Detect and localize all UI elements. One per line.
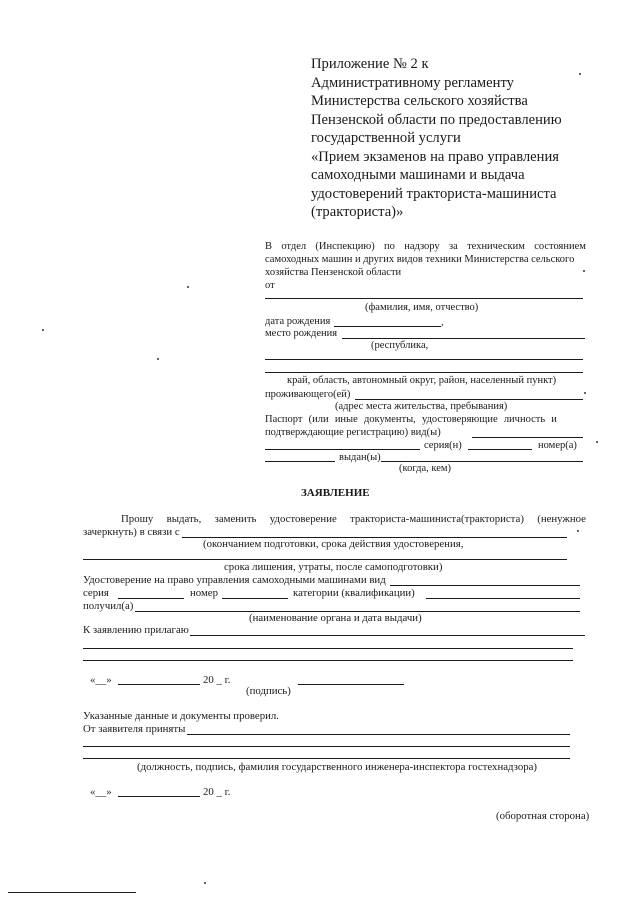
date-month-field[interactable] [118, 684, 200, 685]
header-line-9: (тракториста)» [311, 204, 404, 220]
scan-speck [157, 358, 159, 360]
signature-caption: (подпись) [246, 685, 291, 697]
republic-caption: (республика, [371, 340, 429, 351]
series-label: серия(н) [424, 440, 462, 451]
when-by-whom-caption: (когда, кем) [399, 463, 451, 474]
number-field[interactable] [265, 461, 335, 462]
addressee-line-1 [265, 240, 586, 253]
doc-type-field[interactable] [472, 437, 583, 438]
header-line-8: удостоверений тракториста-машиниста [311, 185, 557, 202]
statement-word: (ненужное [537, 513, 586, 525]
passport-line-1 [265, 413, 557, 426]
scan-speck [596, 441, 598, 443]
attach-field-2[interactable] [83, 648, 573, 649]
issued-label: выдан(ы) [339, 452, 381, 463]
attach-field-3[interactable] [83, 660, 573, 661]
birth-date-label: дата рождения [265, 316, 331, 327]
fio-caption: (фамилия, имя, отчество) [365, 302, 479, 313]
passport-word: Паспорт [265, 414, 303, 425]
date2-month-field[interactable] [118, 796, 200, 797]
addressee-line-3: хозяйства Пензенской области [265, 267, 402, 278]
date2-year: 20 _ г. [203, 786, 231, 798]
accepted-field-2[interactable] [83, 746, 570, 747]
date-year: 20 _ г. [203, 674, 231, 686]
addressee-word: отдел [281, 241, 307, 252]
statement-title: ЗАЯВЛЕНИЕ [301, 487, 370, 499]
region-caption: край, область, автономный округ, район, населенный пункт) [287, 375, 557, 386]
license-number-label: номер [190, 587, 218, 599]
reverse-side-note: (оборотная сторона) [496, 810, 590, 822]
addressee-word: по [384, 241, 395, 252]
attach-label: К заявлению прилагаю [83, 624, 189, 636]
addressee-word: (Инспекцию) [315, 241, 375, 252]
fio-line[interactable] [265, 298, 583, 299]
addressee-word: за [448, 241, 458, 252]
residence-caption: (адрес места жительства, пребывания) [335, 401, 508, 412]
header-line-3: Министерства сельского хозяйства [311, 93, 528, 109]
address-line-2[interactable] [265, 372, 583, 373]
categories-label: категории (квалификации) [293, 587, 415, 599]
inspector-caption: (должность, подпись, фамилия государственного инженера-инспектора гостехнадзора) [137, 761, 538, 773]
birth-date-field[interactable] [334, 326, 441, 327]
scan-speck [584, 392, 586, 394]
statement-word: удостоверение [269, 513, 337, 525]
birth-date-comma: , [441, 317, 444, 328]
reason-caption-1: (окончанием подготовки, срока действия удостоверения, [203, 538, 464, 550]
license-kind-field[interactable] [390, 585, 580, 586]
address-line-1[interactable] [265, 359, 583, 360]
received-label: получил(а) [83, 600, 134, 612]
date2-quote: «__» [90, 786, 112, 798]
date-quote: «__» [90, 674, 112, 686]
from-label: от [265, 280, 275, 291]
addressee-word: техническим [467, 241, 525, 252]
statement-word: Прошу [121, 513, 154, 525]
passport-word: иные [334, 414, 358, 425]
accepted-label: От заявителя приняты [83, 723, 186, 735]
header-line-2: Административному регламенту [311, 74, 514, 91]
number-label: номер(а) [538, 440, 577, 451]
scan-speck [583, 270, 585, 272]
accepted-field-3[interactable] [83, 758, 570, 759]
passport-word: удостоверяющие [421, 414, 498, 425]
statement-line-1 [121, 513, 586, 526]
addressee-word: надзору [404, 241, 440, 252]
license-series-field[interactable] [118, 598, 184, 599]
passport-word: и [551, 414, 557, 425]
reason-label: зачеркнуть) в связи с [83, 526, 180, 538]
accepted-field-1[interactable] [187, 734, 570, 735]
passport-word: личность [503, 414, 546, 425]
passport-word: документы, [363, 414, 416, 425]
scan-speck [579, 73, 581, 75]
statement-word: выдать, [166, 513, 202, 525]
license-series-label: серия [83, 587, 109, 599]
attach-field-1[interactable] [190, 635, 585, 636]
addressee-word: состоянием [534, 241, 586, 252]
residing-label: проживающего(ей) [265, 389, 351, 400]
scan-speck [577, 530, 579, 532]
addressee-word: В [265, 241, 273, 252]
reason-field-2[interactable] [83, 559, 567, 560]
passport-line-2: подтверждающие регистрацию) вид(ы) [265, 427, 441, 438]
header-line-4: Пензенской области по предоставлению [311, 111, 562, 128]
received-caption: (наименование органа и дата выдачи) [249, 612, 422, 624]
categories-field[interactable] [426, 598, 580, 599]
header-line-7: самоходными машинами и выдача [311, 167, 525, 183]
passport-word: (или [308, 414, 329, 425]
scan-speck [187, 286, 189, 288]
license-kind-label: Удостоверение на право управления самоходными машинами вид [83, 574, 386, 586]
header-line-6: «Прием экзаменов на право управления [311, 148, 559, 165]
verified-text: Указанные данные и документы проверил. [83, 710, 279, 722]
scan-speck [204, 882, 206, 884]
birth-place-label: место рождения [265, 328, 338, 339]
scan-speck [42, 329, 44, 331]
header-line-1: Приложение № 2 к [311, 56, 429, 72]
doc-kind-field[interactable] [265, 449, 420, 450]
statement-word: тракториста-машиниста(тракториста) [350, 513, 524, 525]
series-field[interactable] [468, 449, 532, 450]
statement-word: заменить [214, 513, 257, 525]
reason-caption-2: срока лишения, утраты, после самоподготовки) [224, 561, 443, 573]
signature-field[interactable] [298, 684, 404, 685]
addressee-line-2: самоходных машин и других видов техники Министерства сельского [265, 254, 575, 265]
footnote-separator [8, 892, 136, 893]
header-line-5: государственной услуги [311, 130, 461, 146]
license-number-field[interactable] [222, 598, 288, 599]
